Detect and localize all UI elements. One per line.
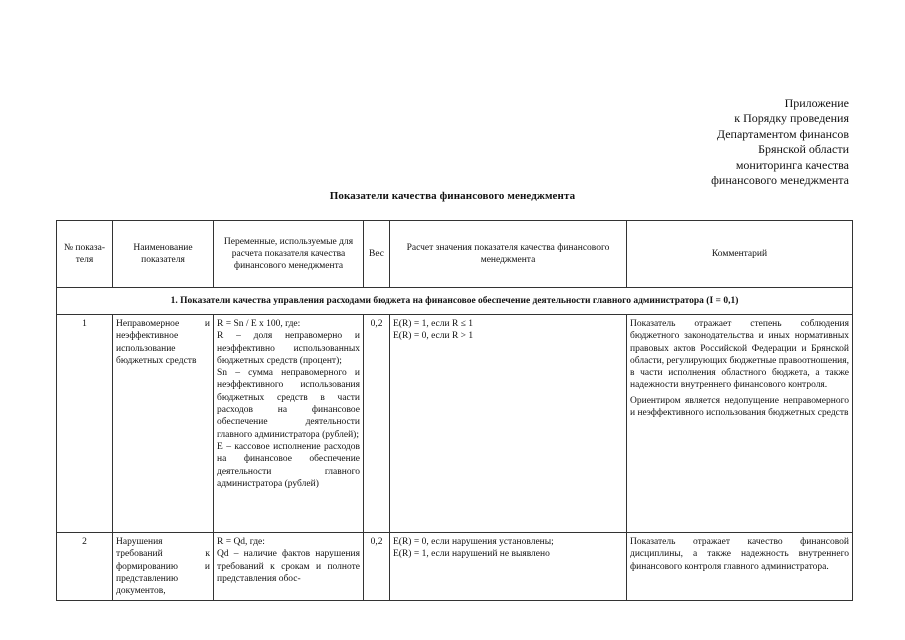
- calc-line: E(R) = 0, если R > 1: [393, 331, 474, 342]
- calc-line: E(R) = 1, если R ≤ 1: [393, 319, 473, 329]
- appendix-line: к Порядку проведения: [734, 111, 849, 126]
- appendix-line: финансового менеджмента: [711, 173, 849, 188]
- comment-paragraph: Ориентиром является недопущение неправомерного и неэффективного использования бюджетных средств: [630, 395, 849, 419]
- variable-line: R – доля неправомерно и неэффективно использованных бюджетных средств (процент);: [217, 331, 360, 366]
- row-comment: [627, 533, 853, 601]
- table-row: [57, 315, 853, 533]
- calc-line: E(R) = 1, если нарушений не выявлено: [393, 549, 550, 560]
- variable-line: E – кассовое исполнение расходов на финансовое обеспечение деятельности главного администратора (рублей): [217, 441, 360, 489]
- header-number: № показа-теля: [57, 221, 113, 288]
- header-comment: Комментарий: [627, 221, 853, 288]
- table-row: [57, 533, 853, 601]
- variable-line: R = Qd, где:: [217, 537, 265, 547]
- row-indicator-name: Нарушения требований к формированию и представлению документов,: [113, 533, 214, 601]
- row-weight: 0,2: [364, 533, 390, 601]
- variable-line: R = Sn / E x 100, где:: [217, 319, 301, 329]
- variable-line: Qd – наличие фактов нарушения требований к срокам и полноте представления обос-: [217, 549, 360, 584]
- header-weight: Вес: [364, 221, 390, 288]
- appendix-block: [711, 96, 849, 188]
- row-calculation: [390, 533, 627, 601]
- row-variables: [214, 315, 364, 533]
- indicators-table: [56, 220, 853, 601]
- row-comment: [627, 315, 853, 533]
- section-row: [57, 288, 853, 315]
- row-number: 2: [57, 533, 113, 601]
- appendix-line: Брянской области: [758, 142, 849, 157]
- calc-line: E(R) = 0, если нарушения установлены;: [393, 537, 554, 547]
- appendix-line: мониторинга качества: [735, 157, 849, 172]
- header-calculation: Расчет значения показателя качества финансового менеджмента: [390, 221, 627, 288]
- row-indicator-name: Неправомерное и неэффективное использование бюджетных средств: [113, 315, 214, 533]
- appendix-line: Приложение: [784, 96, 849, 110]
- header-variables: Переменные, используемые для расчета показателя качества финансового менеджмента: [214, 221, 364, 288]
- comment-paragraph: Показатель отражает качество финансовой дисциплины, а также надежность внутреннего финансового контроля главного администратора.: [630, 537, 849, 572]
- table-header-row: [57, 221, 853, 288]
- section-title: 1. Показатели качества управления расходами бюджета на финансовое обеспечение деятельности главного администратора (I = 0,1): [57, 288, 853, 315]
- row-number: 1: [57, 315, 113, 533]
- appendix-line: Департаментом финансов: [716, 126, 849, 141]
- variable-line: Sn – сумма неправомерного и неэффективного использования бюджетных средств в части расходов на финансовое обеспечение деятельности главного администратора (рублей);: [217, 368, 360, 440]
- row-weight: 0,2: [364, 315, 390, 533]
- row-variables: [214, 533, 364, 601]
- header-name: Наименование показателя: [113, 221, 214, 288]
- comment-paragraph: Показатель отражает степень соблюдения бюджетного законодательства и иных нормативных правовых актов Российской Федерации и Брянской области, регулирующих бюджетные правоотношения, в части исполнения областного бюджета, а также надежности внутреннего финансового контроля.: [630, 319, 849, 391]
- row-calculation: [390, 315, 627, 533]
- document-title: Показатели качества финансового менеджмента: [329, 190, 576, 202]
